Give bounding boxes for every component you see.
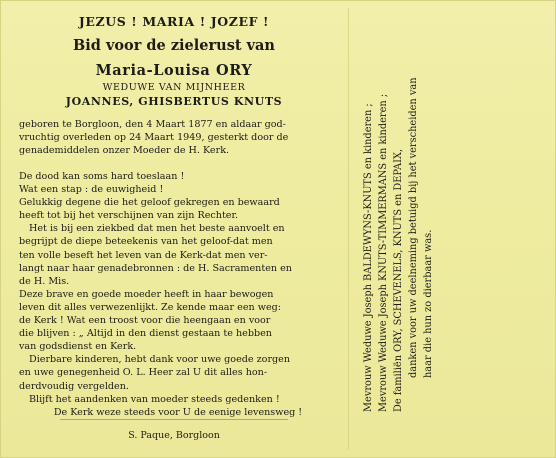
widow-of: WEDUWE VAN MIJNHEER [102, 82, 246, 93]
thanks-line: haar die hun zo dierbaar was. [423, 229, 434, 378]
biographical-intro [19, 118, 337, 157]
text-line: Het is bij een ziekbed dat men het beste aanvoelt en [29, 223, 285, 235]
husband-name: JOANNES, GHISBERTUS KNUTS [65, 95, 283, 108]
thanks-line: Mevrouw Weduwe Joseph KNUTS-TIMMERMANS en kinderen ; [378, 93, 389, 412]
text-line: De dood kan soms hard toeslaan ! [19, 171, 185, 182]
text-line: de H. Mis. [19, 275, 70, 287]
text-line: Gelukkig degene die het geloof gekregen en bewaard [19, 197, 280, 209]
text-line: de Kerk ! Wat een troost voor die heengaan en voor [19, 315, 271, 327]
thanks-line: danken voor uw deelneming betuigd bij het verscheiden van [408, 77, 419, 378]
printer-rule [60, 419, 288, 420]
intro-line: vruchtig overleden op 24 Maart 1949, gesterkt door de [19, 132, 289, 144]
text-line: De Kerk weze steeds voor U de eenige levensweg ! [53, 406, 303, 418]
invocation: JEZUS ! MARIA ! JOZEF ! [78, 14, 270, 29]
text-line: leven dit alles verwezenlijkt. Ze kende maar een weg: [19, 301, 282, 313]
printer-imprint: S. Paque, Borgloon [128, 430, 220, 441]
text-line: Wat een stap : de euwigheid ! [19, 184, 164, 196]
intro-line: genademiddelen onzer Moeder de H. Kerk. [19, 145, 230, 157]
intro-line: geboren te Borgloon, den 4 Maart 1877 en aldaar god- [19, 119, 286, 130]
text-line: en uwe genegenheid O. L. Heer zal U dit alles hon- [19, 367, 268, 379]
text-line: Deze brave en goede moeder heeft in haar bewogen [19, 288, 274, 300]
text-line: van godsdienst en Kerk. [19, 341, 137, 353]
text-line: begrijpt de diepe beteekenis van het geloof-dat men [19, 236, 273, 248]
thanks-line: Mevrouw Weduwe Joseph BALDEWYNS-KNUTS en kinderen ; [363, 103, 374, 412]
text-line: langt naar haar genadebronnen : de H. Sacramenten en [19, 262, 292, 274]
text-line: derdvoudig vergelden. [19, 380, 129, 392]
thanks-line: De familiën ORY, SCHEVENELS, KNUTS en DEPAIX, [393, 148, 404, 412]
memorial-text [19, 170, 337, 419]
prayer-request: Bid voor de zielerust van [73, 37, 275, 54]
text-line: Dierbare kinderen, hebt dank voor uwe goede zorgen [29, 354, 291, 366]
deceased-name: Maria-Louisa ORY [95, 62, 253, 79]
text-line: heeft tot bij het verschijnen van zijn Rechter. [19, 210, 239, 222]
text-line: ten volle beseft het leven van de Kerk-dat men ver- [19, 249, 268, 261]
right-panel [348, 0, 556, 458]
text-line: die blijven : „ Altijd in den dienst gestaan te hebben [19, 328, 272, 340]
text-line: Blijft het aandenken van moeder steeds gedenken ! [29, 393, 280, 405]
